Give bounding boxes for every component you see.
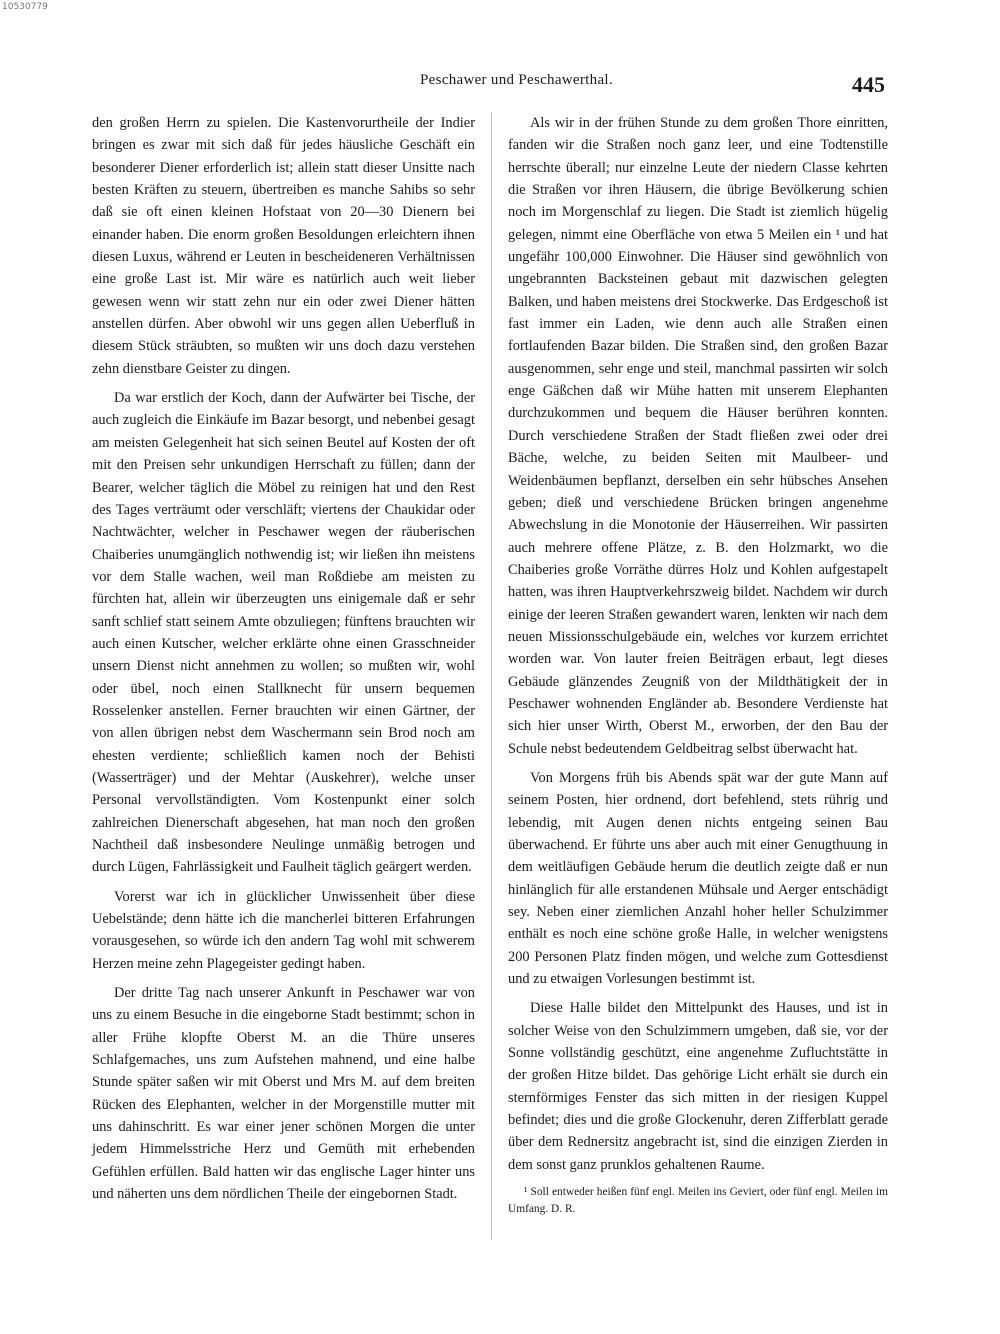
left-text-column xyxy=(92,112,475,1213)
scan-id-label: 10530779 xyxy=(2,2,48,12)
paragraph: Da war erstlich der Koch, dann der Aufwärter bei Tische, der auch zugleich die Einkäufe im Bazar besorgt, und nebenbei gesagt am meisten Gelegenheit hat sich seinen Beutel auf Kosten der oft mit den Preisen sehr unkundigen Herrschaft zu füllen; dann der Bearer, welcher täglich die Möbel zu reinigen hat und den Rest des Tages verträumt oder verschläft; viertens der Chaukidar oder Nachtwächter, welcher in Peschawer wegen der räuberischen Chaiberies unumgänglich nothwendig ist; wir ließen ihn meistens vor dem Stalle wachen, weil man Roßdiebe am meisten zu fürchten hat, allein wir überzeugten uns einigemale daß er sehr sanft schlief statt seinem Amte obzuliegen; fünftens brauchten wir auch einen Kutscher, welcher erklärte ohne einen Grasschneider unsern Dienst nicht annehmen zu wollen; so mußten wir, wohl oder übel, noch einen Stallknecht für unsern bequemen Rosselenker anstellen. Ferner brauchten wir einen Gärtner, der von allen übrigen nebst dem Waschermann sein Brod noch am ehesten verdiente; schließlich kamen noch der Behisti (Wasserträger) und der Mehtar (Auskehrer), welche unser Personal vervollständigten. Vom Kostenpunkt einer solch zahlreichen Dienerschaft abgesehen, hat man noch den großen Nachtheil daß insbesondere Neulinge unmäßig betrogen und durch Lügen, Fahrlässigkeit und Faulheit täglich geärgert werden. xyxy=(92,390,475,876)
paragraph: Von Morgens früh bis Abends spät war der gute Mann auf seinem Posten, hier ordnend, dort befehlend, stets rührig und lebendig, mit Augen denen nichts entgeing seinen Bau überwachend. Er führte uns aber auch mit einer Genugthuung in dem weitläufigen Gebäude herum die deutlich zeigte daß er nun hinlänglich für alle erstandenen Mühsale und Aerger entschädigt sey. Neben einer ziemlichen Anzahl hoher heller Schulzimmer enthält es noch eine schöne große Halle, in welcher wenigstens 200 Personen Platz finden mögen, und welche zum Gottesdienst und zu etwaigen Vorlesungen bestimmt ist. xyxy=(508,769,888,988)
column-divider xyxy=(491,112,492,1240)
footnote: ¹ Soll entweder heißen fünf engl. Meilen ins Geviert, oder fünf engl. Meilen im Umfang. D. R. xyxy=(508,1186,888,1216)
running-title: Peschawer und Peschawerthal. xyxy=(420,72,613,88)
paragraph: Der dritte Tag nach unserer Ankunft in Peschawer war von uns zu einem Besuche in die eingeborne Stadt bestimmt; schon in aller Frühe klopfte Oberst M. an die Thüre unseres Schlafgemaches, uns zum Aufstehen mahnend, und eine halbe Stunde später saßen wir mit Oberst und Mrs M. auf dem breiten Rücken des Elephanten, welcher in der Morgenstille mutter mit uns dahinschritt. Es war einer jener schönen Morgen die unter jedem Himmelsstriche Herz und Gemüth mit erhebenden Gefühlen erfüllen. Bald hatten wir das englische Lager hinter uns und näherten uns dem nördlichen Theile der eingebornen Stadt. xyxy=(92,985,475,1203)
paragraph: Vorerst war ich in glücklicher Unwissenheit über diese Uebelstände; denn hätte ich die mancherlei bitteren Erfahrungen vorausgesehen, so würde ich den andern Tag wohl mit schwerem Herzen meine zehn Plagegeister gedingt haben. xyxy=(92,888,475,972)
paragraph: den großen Herrn zu spielen. Die Kastenvorurtheile der Indier bringen es zwar mit sich daß für jedes häusliche Geschäft ein besonderer Diener erforderlich ist; allein statt dieser Unsitte nach besten Kräften zu steuern, übertreiben es manche Sahibs so sehr daß sie oft einen kleinen Hofstaat von 20—30 Dienern bei einander haben. Die enorm großen Besoldungen erleichtern ihnen diesen Luxus, während er Leuten in bescheideneren Verhältnissen eine große Last ist. Mir wäre es natürlich auch weit lieber gewesen wenn wir statt zehn nur ein oder zwei Diener hätten anstellen dürfen. Aber obwohl wir uns gegen allen Ueberfluß in diesem Stück sträubten, so mußten wir uns doch dazu verstehen zehn dienstbare Geister zu dingen. xyxy=(92,115,475,377)
right-text-column xyxy=(508,112,888,1218)
page-number: 445 xyxy=(852,72,885,97)
paragraph: Diese Halle bildet den Mittelpunkt des Hauses, und ist in solcher Weise von den Schulzimmern umgeben, daß sie, vor der Sonne vollständig geschützt, eine angenehme Zufluchtstätte in der großen Hitze bildet. Das gehörige Licht erhält sie durch ein sternförmiges Fenster das sich mitten in der riesigen Kuppel befindet; dies und die große Glockenuhr, deren Zifferblatt gerade über dem Rednersitz angebracht ist, sind die einzigen Zierden in dem sonst ganz prunklos gehaltenen Raume. xyxy=(508,1000,888,1173)
paragraph: Als wir in der frühen Stunde zu dem großen Thore einritten, fanden wir die Straßen noch ganz leer, und eine Todtenstille herrschte überall; nur einzelne Leute der niedern Classe kehrten die Straßen vor ihren Häusern, die übrige Bevölkerung schien noch im Morgenschlaf zu liegen. Die Stadt ist ziemlich hügelig gelegen, nimmt eine Oberfläche von etwa 5 Meilen ein ¹ und hat ungefähr 100,000 Einwohner. Die Häuser sind gewöhnlich von ungebrannten Backsteinen gebaut mit dazwischen gelegten Balken, und haben meistens drei Stockwerke. Das Erdgeschoß ist fast immer ein Laden, wie denn auch alle Straßen einen fortlaufenden Bazar bilden. Die Straßen sind, den großen Bazar ausgenommen, sehr enge und steil, manchmal passirten wir solch enge Gäßchen daß wir Mühe hatten mit unserem Elephanten durchzukommen und bequem die Häuser berühren konnten. Durch verschiedene Straßen der Stadt fließen zwei oder drei Bäche, welche, zu beiden Seiten mit Maulbeer- und Weidenbäumen bepflanzt, derselben ein sehr hübsches Ansehen geben; dieß und verschiedene Brücken bringen angenehme Abwechslung in die Monotonie der Häuserreihen. Wir passirten auch mehrere offene Plätze, z. B. den Holzmarkt, wo die Chaiberies große Vorräthe dürres Holz und Kohlen aufgestapelt hatten, was ihren Hauptverkehrszweig bildet. Nachdem wir durch einige der leeren Straßen gewandert waren, lenkten wir nach dem neuen Missionsschulgebäude ein, welches vor kurzem errichtet worden war. Von lauter freien Beiträgen erbaut, legt dieses Gebäude glänzendes Zeugniß von der Mildthätigkeit der in Peschawer wohnenden Engländer ab. Besondere Verdienste hat sich hier unser Wirth, Oberst M., erworben, der den Bau der Schule nebst bedeutendem Geldbeitrag selbst überwacht hat. xyxy=(508,115,888,757)
